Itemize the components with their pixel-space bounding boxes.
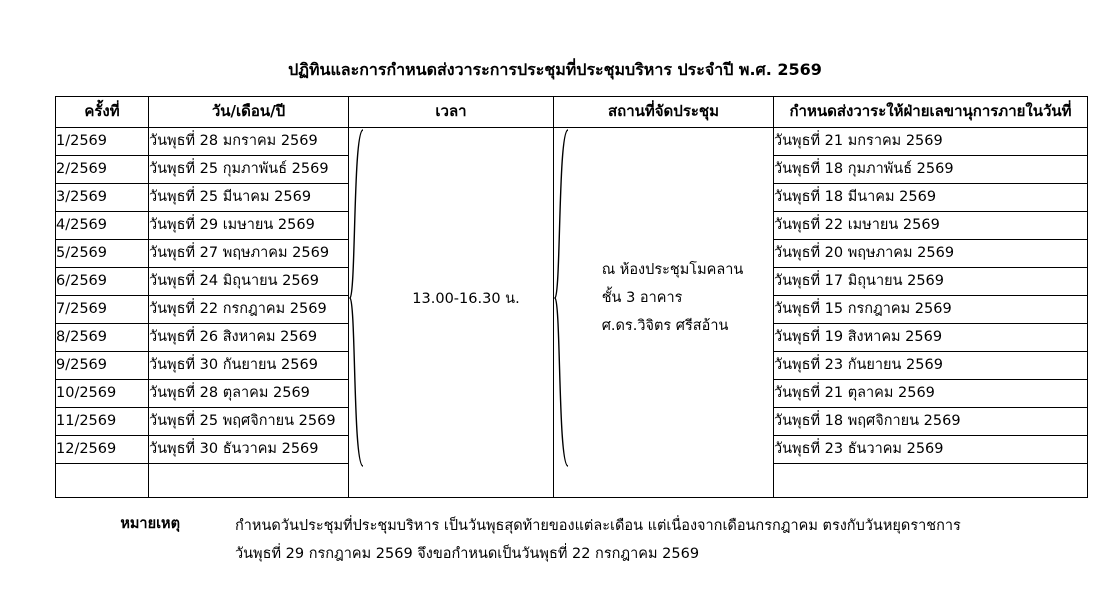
cell-agenda-due: วันพุธที่ 21 มกราคม 2569	[774, 128, 1088, 156]
cell-venue-merged	[554, 128, 774, 498]
column-header-time: เวลา	[349, 97, 554, 128]
cell-agenda-due: วันพุธที่ 18 มีนาคม 2569	[774, 184, 1088, 212]
cell-number: 6/2569	[56, 268, 149, 296]
cell-agenda-due: วันพุธที่ 19 สิงหาคม 2569	[774, 324, 1088, 352]
cell-date: วันพุธที่ 27 พฤษภาคม 2569	[149, 240, 349, 268]
cell-number: 3/2569	[56, 184, 149, 212]
cell-date: วันพุธที่ 29 เมษายน 2569	[149, 212, 349, 240]
cell-number: 8/2569	[56, 324, 149, 352]
cell-date: วันพุธที่ 28 มกราคม 2569	[149, 128, 349, 156]
cell-agenda-due: วันพุธที่ 23 ธันวาคม 2569	[774, 436, 1088, 464]
cell-agenda-due: วันพุธที่ 17 มิถุนายน 2569	[774, 268, 1088, 296]
cell-empty-number	[56, 464, 149, 498]
cell-date: วันพุธที่ 28 ตุลาคม 2569	[149, 380, 349, 408]
cell-empty-due	[774, 464, 1088, 498]
cell-date: วันพุธที่ 26 สิงหาคม 2569	[149, 324, 349, 352]
venue-line-2: ชั้น 3 อาคาร	[601, 290, 683, 306]
column-header-venue: สถานที่จัดประชุม	[554, 97, 774, 128]
cell-date: วันพุธที่ 24 มิถุนายน 2569	[149, 268, 349, 296]
cell-agenda-due: วันพุธที่ 20 พฤษภาคม 2569	[774, 240, 1088, 268]
notes-label: หมายเหตุ	[120, 516, 180, 532]
table-row	[56, 128, 1088, 156]
table-body	[56, 128, 1088, 498]
notes-section	[55, 512, 1087, 568]
meeting-calendar-table	[55, 96, 1088, 498]
cell-agenda-due: วันพุธที่ 18 กุมภาพันธ์ 2569	[774, 156, 1088, 184]
table-header-row	[56, 97, 1088, 128]
cell-agenda-due: วันพุธที่ 22 เมษายน 2569	[774, 212, 1088, 240]
curly-brace-icon	[349, 128, 389, 468]
cell-date: วันพุธที่ 22 กรกฎาคม 2569	[149, 296, 349, 324]
cell-date: วันพุธที่ 25 มีนาคม 2569	[149, 184, 349, 212]
page-title: ปฏิทินและการกำหนดส่งวาระการประชุมที่ประชุมบริหาร ประจำปี พ.ศ. 2569	[288, 60, 822, 79]
cell-number: 2/2569	[56, 156, 149, 184]
cell-number: 12/2569	[56, 436, 149, 464]
venue-line-1: ณ ห้องประชุมโมคลาน	[601, 262, 744, 278]
cell-number: 1/2569	[56, 128, 149, 156]
cell-date: วันพุธที่ 30 ธันวาคม 2569	[149, 436, 349, 464]
cell-date: วันพุธที่ 25 พฤศจิกายน 2569	[149, 408, 349, 436]
notes-body	[180, 512, 961, 568]
venue-line-3: ศ.ดร.วิจิตร ศรีสอ้าน	[601, 318, 729, 334]
cell-number: 7/2569	[56, 296, 149, 324]
meeting-calendar-table-wrapper	[55, 96, 1087, 498]
cell-number: 9/2569	[56, 352, 149, 380]
column-header-number: ครั้งที่	[56, 97, 149, 128]
notes-line-1: กำหนดวันประชุมที่ประชุมบริหาร เป็นวันพุธสุดท้ายของแต่ละเดือน แต่เนื่องจากเดือนกรกฎาคม ตรงกับวันหยุดราชการ	[235, 518, 961, 534]
cell-number: 11/2569	[56, 408, 149, 436]
cell-agenda-due: วันพุธที่ 23 กันยายน 2569	[774, 352, 1088, 380]
cell-date: วันพุธที่ 25 กุมภาพันธ์ 2569	[149, 156, 349, 184]
time-brace-container	[349, 128, 553, 468]
cell-number: 10/2569	[56, 380, 149, 408]
cell-date: วันพุธที่ 30 กันยายน 2569	[149, 352, 349, 380]
cell-number: 5/2569	[56, 240, 149, 268]
cell-number: 4/2569	[56, 212, 149, 240]
venue-brace-container	[554, 128, 773, 468]
column-header-date: วัน/เดือน/ปี	[149, 97, 349, 128]
cell-time-merged	[349, 128, 554, 498]
cell-agenda-due: วันพุธที่ 21 ตุลาคม 2569	[774, 380, 1088, 408]
table-header	[56, 97, 1088, 128]
cell-empty-date	[149, 464, 349, 498]
cell-agenda-due: วันพุธที่ 15 กรกฎาคม 2569	[774, 296, 1088, 324]
cell-agenda-due: วันพุธที่ 18 พฤศจิกายน 2569	[774, 408, 1088, 436]
curly-brace-icon	[554, 128, 594, 468]
column-header-agenda-due: กำหนดส่งวาระให้ฝ่ายเลขานุการภายในวันที่	[774, 97, 1088, 128]
venue-label	[584, 256, 744, 340]
meeting-time-label: 13.00-16.30 น.	[412, 290, 520, 307]
notes-line-2: วันพุธที่ 29 กรกฎาคม 2569 จึงขอกำหนดเป็นวันพุธที่ 22 กรกฎาคม 2569	[235, 546, 700, 562]
